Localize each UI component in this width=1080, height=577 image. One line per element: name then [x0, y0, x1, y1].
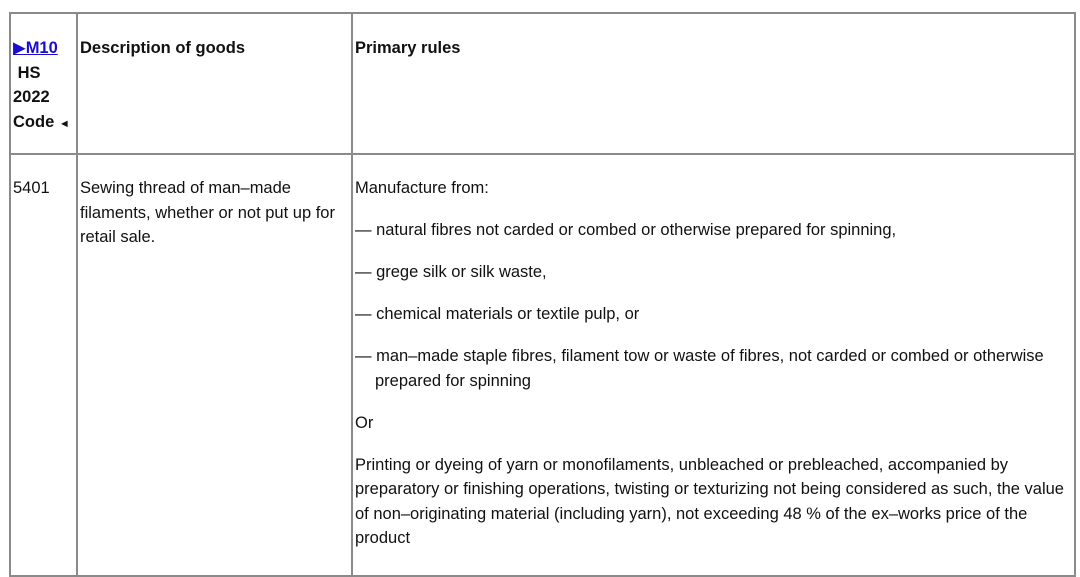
- header-hs-label: [13, 61, 72, 86]
- rule-item: — chemical materials or textile pulp, or: [355, 305, 640, 323]
- rule-item: — man–made staple fibres, filament tow or waste of fibres, not carded or combed or otherwise prepared for spinning: [355, 347, 1044, 390]
- header-code-label: [13, 110, 72, 137]
- amendment-end-marker: ◄: [58, 117, 70, 130]
- rule-item: — grege silk or silk waste,: [355, 263, 547, 281]
- rule-alternative-or: Or: [355, 413, 374, 432]
- cell-hs-code: 5401: [10, 154, 77, 576]
- header-primary-rules: Primary rules: [352, 13, 1075, 154]
- cell-primary-rules: [352, 154, 1075, 576]
- rule-item: — natural fibres not carded or combed or otherwise prepared for spinning,: [355, 221, 897, 239]
- rule-alternative-text: Printing or dyeing of yarn or monofilaments, unbleached or prebleached, accompanied by preparatory or finishing operations, twisting or texturizing not being considered as such, the value of non–originating material (including yarn), not exceeding 48 % of the ex–works price of the product: [355, 455, 1064, 547]
- header-hs-code: [10, 13, 77, 154]
- header-year-label: 2022: [13, 88, 50, 106]
- amendment-marker-link[interactable]: ▶M10: [13, 39, 58, 57]
- cell-description: Sewing thread of man–made filaments, whether or not put up for retail sale.: [77, 154, 352, 576]
- header-hs-text: HS: [17, 63, 41, 82]
- table-row: [10, 154, 1075, 576]
- header-description: Description of goods: [77, 13, 352, 154]
- header-code-text: Code: [13, 112, 55, 131]
- rules-table: [9, 12, 1076, 577]
- table-header-row: [10, 13, 1075, 154]
- rule-intro: Manufacture from:: [355, 179, 489, 197]
